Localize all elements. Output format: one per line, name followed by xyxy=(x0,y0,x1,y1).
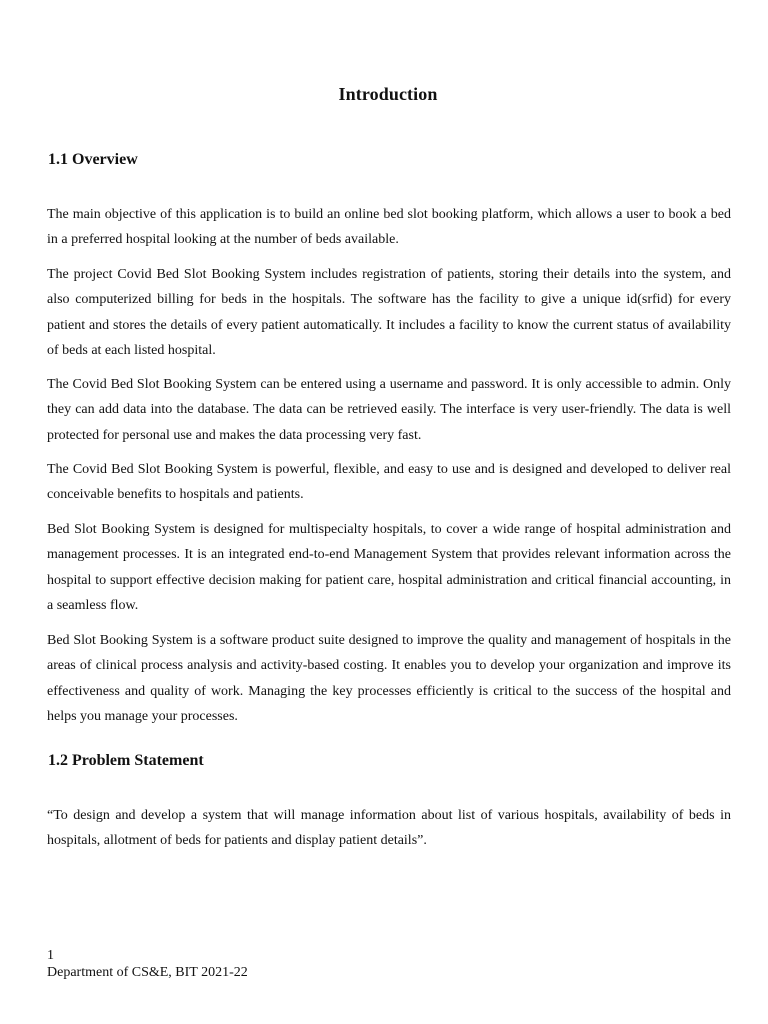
paragraph: Bed Slot Booking System is a software product suite designed to improve the quality and management of hospitals in the areas of clinical process analysis and activity-based costing. It enables you to develop your organization and improve its effectiveness and quality of work. Managing the key processes efficiently is critical to the success of the hospital and helps you manage your processes. xyxy=(47,633,731,724)
footer-department: Department of CS&E, BIT 2021-22 xyxy=(47,965,248,980)
paragraph: The main objective of this application is to build an online bed slot booking platform, which allows a user to book a bed in a preferred hospital looking at the number of beds available. xyxy=(47,207,731,248)
paragraph: The Covid Bed Slot Booking System can be entered using a username and password. It is only accessible to admin. Only they can add data into the database. The data can be retrieved easily. The interface is very user-friendly. The data is well protected for personal use and makes the data processing very fast. xyxy=(47,377,731,443)
section-heading-overview: 1.1 Overview xyxy=(48,151,138,168)
page-number: 1 xyxy=(47,948,54,963)
paragraph: The Covid Bed Slot Booking System is powerful, flexible, and easy to use and is designed and developed to deliver real conceivable benefits to hospitals and patients. xyxy=(47,462,731,503)
paragraph: Bed Slot Booking System is designed for multispecialty hospitals, to cover a wide range of hospital administration and management processes. It is an integrated end-to-end Management System that provides relevant information across the hospital to support effective decision making for patient care, hospital administration and critical financial accounting, in a seamless flow. xyxy=(47,522,731,613)
paragraph: The project Covid Bed Slot Booking System includes registration of patients, storing their details into the system, and also computerized billing for beds in the hospitals. The software has the facility to give a unique id(srfid) for every patient and stores the details of every patient automatically. It includes a facility to know the current status of availability of beds at each listed hospital. xyxy=(47,267,731,358)
page-title: Introduction xyxy=(338,84,438,104)
problem-statement-paragraph: “To design and develop a system that will manage information about list of various hospitals, availability of beds in hospitals, allotment of beds for patients and display patient details”. xyxy=(47,808,731,849)
section-heading-problem-statement: 1.2 Problem Statement xyxy=(48,752,204,769)
